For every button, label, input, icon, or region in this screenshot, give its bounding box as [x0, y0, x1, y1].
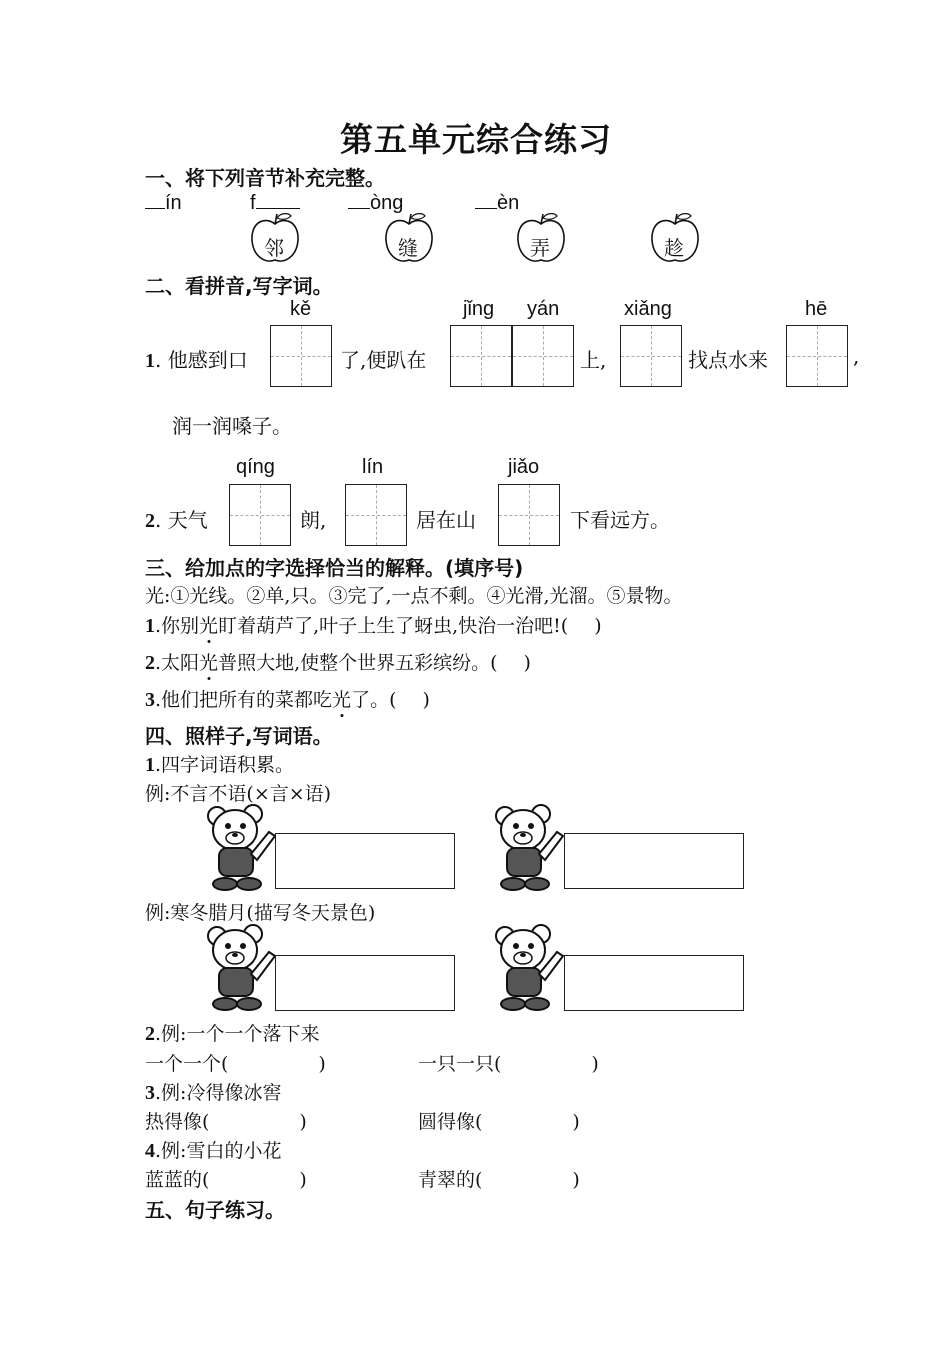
sentence-continuation: 润一润嗓子。: [172, 414, 292, 438]
writing-grid-box[interactable]: [450, 325, 512, 387]
dotted-char: 光: [199, 652, 219, 674]
apple-icon: [647, 210, 703, 266]
dotted-char: 光: [332, 689, 352, 711]
sentence-text: 了,便趴在: [340, 348, 427, 372]
sentence-text: 下看远方。: [570, 508, 670, 532]
syllable-final: èn: [497, 192, 520, 214]
question-4-4-example: 4.例:雪白的小花: [145, 1140, 282, 1162]
question-2-2-prefix: 2. 天气: [145, 508, 208, 532]
answer-box[interactable]: [275, 955, 455, 1011]
sentence-text: ,: [853, 344, 860, 368]
writing-grid-box[interactable]: [270, 325, 332, 387]
question-4-1-label: 1.四字词语积累。: [145, 754, 295, 776]
bear-mascot-icon: [205, 802, 281, 894]
pinyin-yan: yán: [527, 298, 560, 320]
writing-grid-box[interactable]: [620, 325, 682, 387]
pinyin-jing: jǐng: [463, 298, 495, 320]
question-3-3: 3.他们把所有的菜都吃光了。( ): [145, 689, 430, 711]
sentence-text: 上,: [580, 348, 607, 372]
writing-grid-box[interactable]: [345, 484, 407, 546]
pinyin-he: hē: [805, 298, 828, 320]
apple-char: 缝: [398, 236, 418, 260]
syllable-blank[interactable]: [145, 190, 165, 209]
syllable-blank[interactable]: [256, 190, 300, 209]
bear-mascot-icon: [205, 922, 281, 1014]
bear-mascot-icon: [493, 802, 569, 894]
question-4-2-example: 2.例:一个一个落下来: [145, 1023, 320, 1045]
example-2: 例:寒冬腊月(描写冬天景色): [145, 902, 376, 924]
question-3-2: 2.太阳光普照大地,使整个世界五彩缤纷。( ): [145, 652, 531, 674]
syllable-blank[interactable]: [475, 190, 497, 209]
bear-mascot-icon: [493, 922, 569, 1014]
example-1: 例:不言不语(×言×语): [145, 783, 332, 805]
writing-grid-box[interactable]: [229, 484, 291, 546]
pinyin-qing: qíng: [236, 456, 275, 478]
section-3-heading: 三、给加点的字选择恰当的解释。(填序号): [145, 556, 524, 580]
question-4-2-b: 一只一只( ): [418, 1053, 599, 1075]
pinyin-jiao: jiǎo: [508, 456, 540, 478]
answer-box[interactable]: [564, 833, 744, 889]
pinyin-xiang: xiǎng: [624, 298, 672, 320]
sentence-text: 朗,: [300, 508, 327, 532]
syllable-final: ín: [165, 192, 182, 214]
writing-grid-box[interactable]: [498, 484, 560, 546]
apple-char: 趁: [664, 236, 684, 260]
question-4-3-example: 3.例:冷得像冰窖: [145, 1082, 282, 1104]
section-4-heading: 四、照样子,写词语。: [145, 724, 333, 748]
section-5-heading: 五、句子练习。: [145, 1198, 285, 1222]
page-title: 第五单元综合练习: [340, 120, 612, 159]
apple-icon: [513, 210, 569, 266]
question-4-3-a: 热得像( ): [145, 1111, 307, 1133]
sentence-text: 找点水来: [688, 348, 768, 372]
sentence-text: 居在山: [416, 508, 476, 532]
question-4-4-b: 青翠的( ): [418, 1169, 580, 1191]
apple-char: 邻: [264, 236, 284, 260]
answer-box[interactable]: [564, 955, 744, 1011]
apple-char: 弄: [530, 236, 550, 260]
definitions: 光:①光线。②单,只。③完了,一点不剩。④光滑,光溜。⑤景物。: [145, 585, 683, 607]
answer-box[interactable]: [275, 833, 455, 889]
syllable-final: òng: [370, 192, 404, 214]
dotted-char: 光: [199, 615, 219, 637]
syllable-blank[interactable]: [348, 190, 370, 209]
apple-icon: [381, 210, 437, 266]
syllable-1: [145, 190, 182, 215]
writing-grid-box[interactable]: [512, 325, 574, 387]
pinyin-ke: kě: [290, 298, 312, 320]
section-1-heading: 一、将下列音节补充完整。: [145, 166, 385, 190]
question-3-1: 1.你别光盯着葫芦了,叶子上生了蚜虫,快治一治吧!( ): [145, 615, 602, 637]
question-4-4-a: 蓝蓝的( ): [145, 1169, 307, 1191]
syllable-initial: f: [250, 192, 256, 214]
apple-icon: [247, 210, 303, 266]
writing-grid-box[interactable]: [786, 325, 848, 387]
pinyin-lin: lín: [362, 456, 384, 478]
question-4-2-a: 一个一个( ): [145, 1053, 326, 1075]
question-2-1-prefix: 1. 他感到口: [145, 348, 248, 372]
section-2-heading: 二、看拼音,写字词。: [145, 274, 333, 298]
question-4-3-b: 圆得像( ): [418, 1111, 580, 1133]
